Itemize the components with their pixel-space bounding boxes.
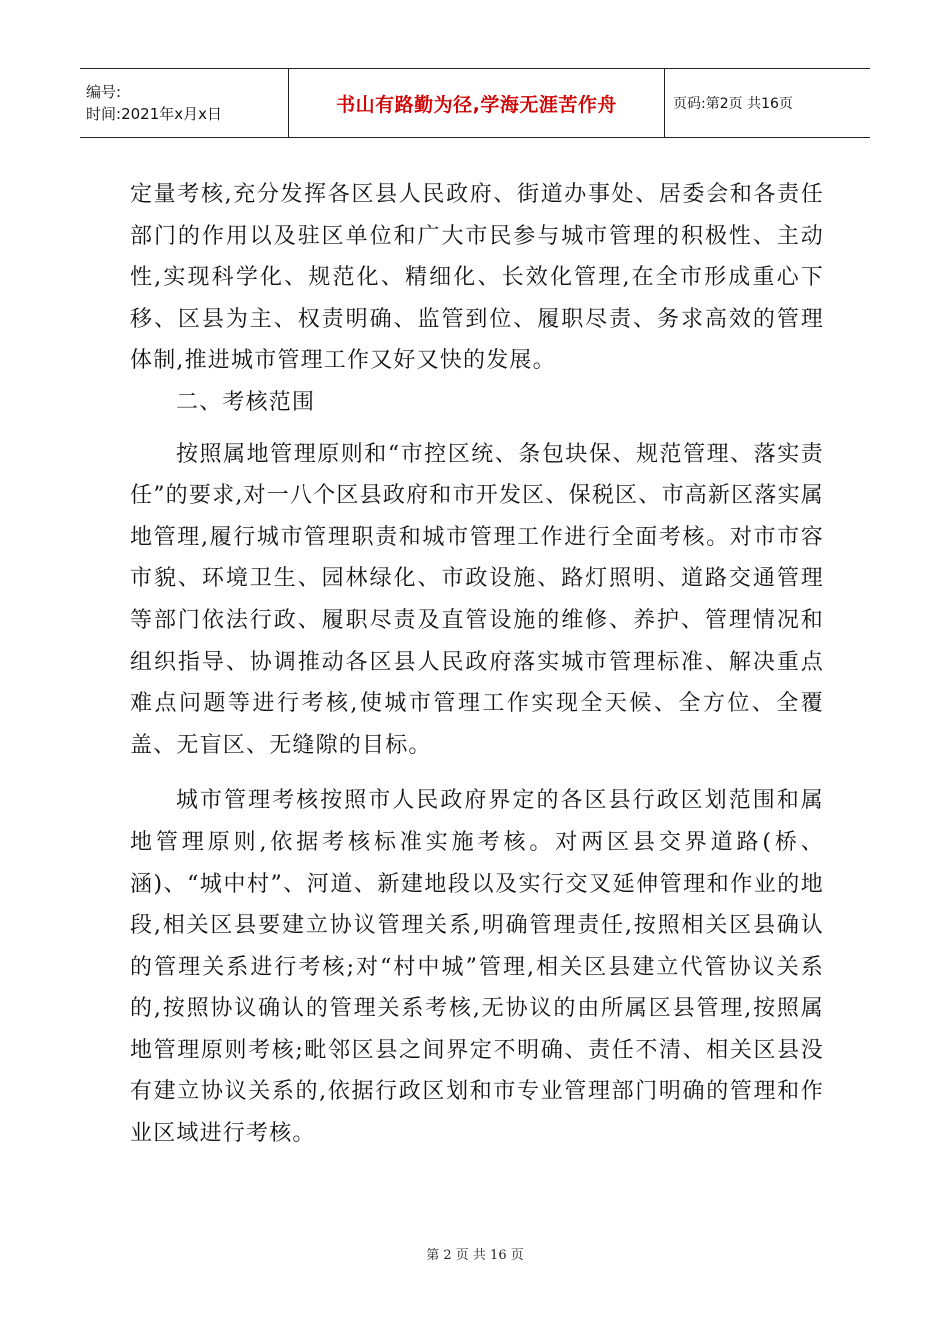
document-body <box>130 174 824 1155</box>
page-footer: 第 2 页 共 16 页 <box>426 1248 524 1263</box>
header-motto: 书山有路勤为径,学海无涯苦作舟 <box>289 69 665 137</box>
document-header <box>80 68 870 138</box>
section-heading: 二、考核范围 <box>176 389 316 415</box>
header-page-info <box>665 69 870 137</box>
time-value: 2021年x月x日 <box>121 105 222 123</box>
page-label: 页码: <box>673 96 706 112</box>
page-value: 第2页 共16页 <box>705 96 793 112</box>
paragraph: 按照属地管理原则和“市控区统、条包块保、规范管理、落实责任”的要求,对一八个区县政府和市开发区、保税区、市高新区落实属地管理,履行城市管理职责和城市管理工作进行全面考核。对市市容市貌、环境卫生、园林绿化、市政设施、路灯照明、道路交通管理等部门依法行政、履职尽责及直管设施的维修、养护、管理情况和组织指导、协调推动各区县人民政府落实城市管理标准、解决重点难点问题等进行考核,使城市管理工作实现全天候、全方位、全覆盖、无盲区、无缝隙的目标。 <box>130 441 824 758</box>
time-label: 时间: <box>86 105 122 123</box>
paragraph: 城市管理考核按照市人民政府界定的各区县行政区划范围和属地管理原则,依据考核标准实施考核。对两区县交界道路(桥、涵)、“城中村”、河道、新建地段以及实行交叉延伸管理和作业的地段,相关区县要建立协议管理关系,明确管理责任,按照相关区县确认的管理关系进行考核;对“村中城”管理,相关区县建立代管协议关系的,按照协议确认的管理关系考核,无协议的由所属区县管理,按照属地管理原则考核;毗邻区县之间界定不明确、责任不清、相关区县没有建立协议关系的,依据行政区划和市专业管理部门明确的管理和作业区域进行考核。 <box>130 788 824 1147</box>
header-meta <box>80 69 289 137</box>
number-label: 编号: <box>86 83 122 101</box>
paragraph-continued: 定量考核,充分发挥各区县人民政府、街道办事处、居委会和各责任部门的作用以及驻区单位和广大市民参与城市管理的积极性、主动性,实现科学化、规范化、精细化、长效化管理,在全市形成重心下移、区县为主、权责明确、监管到位、履职尽责、务求高效的管理体制,推进城市管理工作又好又快的发展。 <box>130 182 824 374</box>
